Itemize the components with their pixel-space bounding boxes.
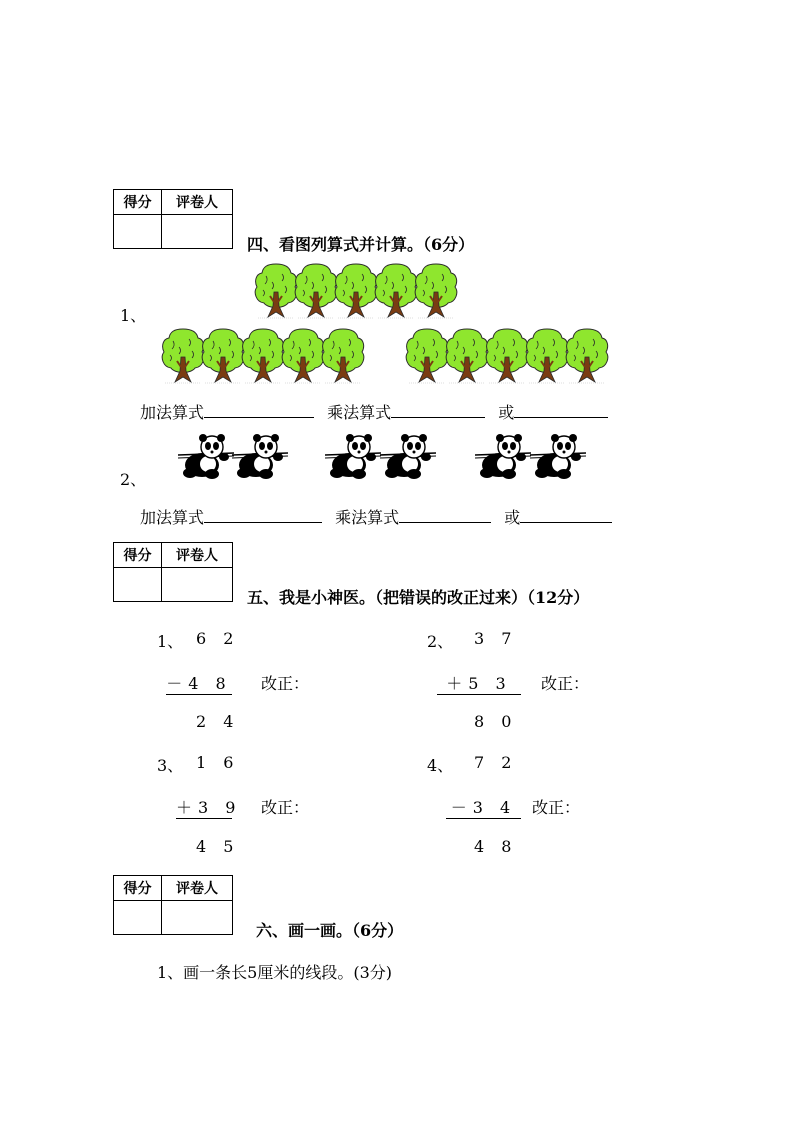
mul-answer-blank[interactable]	[391, 401, 485, 418]
or-label: 或	[504, 508, 521, 527]
q2-answer-line	[140, 505, 612, 528]
add-answer-blank[interactable]	[204, 506, 322, 523]
score-box	[113, 875, 233, 935]
mul-label: 乘法算式	[327, 403, 392, 422]
problem-top-number: 3 7	[474, 629, 518, 648]
problem-top-number: 6 2	[196, 629, 240, 648]
tree-icon	[405, 327, 449, 385]
grader-header: 评卷人	[162, 190, 233, 215]
grader-cell[interactable]	[162, 901, 233, 935]
panda-icon	[530, 433, 586, 479]
fix-label: 改正：	[261, 674, 310, 693]
or-label: 或	[498, 403, 515, 422]
fix-label: 改正：	[261, 798, 310, 817]
score-box	[113, 542, 233, 602]
score-header: 得分	[114, 543, 162, 568]
tree-icon	[525, 327, 569, 385]
score-header: 得分	[114, 876, 162, 901]
add-answer-blank[interactable]	[204, 401, 314, 418]
grader-header: 评卷人	[162, 543, 233, 568]
mul-answer-blank[interactable]	[399, 506, 491, 523]
problem-number: 2、	[427, 632, 454, 651]
panda-icon	[325, 433, 381, 479]
panda-icon	[380, 433, 436, 479]
score-cell[interactable]	[114, 568, 162, 602]
tree-icon	[414, 262, 458, 320]
question-2-number: 2、	[120, 470, 147, 489]
fix-label: 改正：	[532, 798, 581, 817]
tree-icon	[565, 327, 609, 385]
panda-icon	[475, 433, 531, 479]
problem-number: 1、	[157, 632, 184, 651]
problem-result: 2 4	[196, 712, 240, 731]
section-4-heading: 四、看图列算式并计算。（6分）	[247, 235, 475, 254]
score-header: 得分	[114, 190, 162, 215]
problem-operation: ＋3 9	[176, 795, 232, 819]
section-6-heading: 六、画一画。（6分）	[256, 921, 404, 940]
problem-result: 8 0	[474, 712, 518, 731]
tree-icon	[161, 327, 205, 385]
tree-icon	[201, 327, 245, 385]
grader-cell[interactable]	[162, 215, 233, 249]
tree-icon	[294, 262, 338, 320]
tree-icon	[334, 262, 378, 320]
mul-label: 乘法算式	[335, 508, 400, 527]
tree-icon	[241, 327, 285, 385]
fix-label: 改正：	[541, 674, 590, 693]
problem-top-number: 7 2	[474, 753, 518, 772]
tree-icon	[485, 327, 529, 385]
problem-operation: －4 8	[166, 671, 232, 695]
section-5-heading: 五、我是小神医。（把错误的改正过来）（12分）	[247, 588, 590, 607]
add-label: 加法算式	[140, 508, 205, 527]
problem-operation: －3 4	[446, 795, 521, 819]
grader-cell[interactable]	[162, 568, 233, 602]
grader-header: 评卷人	[162, 876, 233, 901]
question-1-number: 1、	[120, 306, 147, 325]
add-label: 加法算式	[140, 403, 205, 422]
problem-number: 3、	[157, 756, 184, 775]
panda-icon	[232, 433, 288, 479]
alt-answer-blank[interactable]	[520, 506, 612, 523]
problem-number: 4、	[427, 756, 454, 775]
panda-icon	[178, 433, 234, 479]
tree-icon	[374, 262, 418, 320]
tree-icon	[445, 327, 489, 385]
problem-operation: ＋5 3	[437, 671, 521, 695]
q1-answer-line	[140, 400, 608, 423]
problem-result: 4 8	[474, 837, 518, 856]
score-cell[interactable]	[114, 901, 162, 935]
tree-icon	[254, 262, 298, 320]
problem-top-number: 1 6	[196, 753, 240, 772]
tree-icon	[281, 327, 325, 385]
problem-result: 4 5	[196, 837, 240, 856]
alt-answer-blank[interactable]	[514, 401, 608, 418]
tree-icon	[321, 327, 365, 385]
score-cell[interactable]	[114, 215, 162, 249]
section-6-item-1: 1、画一条长5厘米的线段。(3分)	[157, 963, 393, 982]
score-box	[113, 189, 233, 249]
